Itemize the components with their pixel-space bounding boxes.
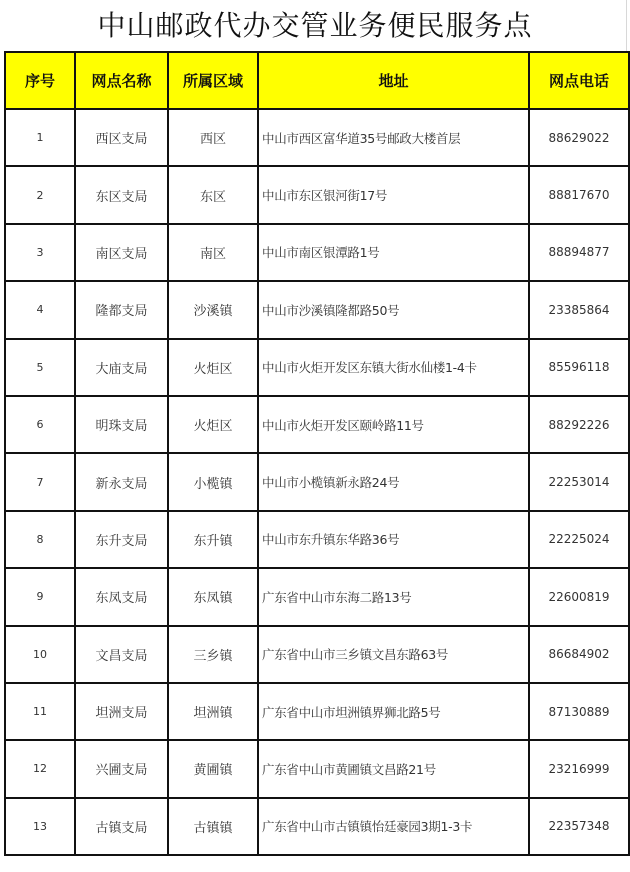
cell-no: 11	[5, 683, 75, 740]
cell-name: 坦洲支局	[75, 683, 168, 740]
cell-name: 东区支局	[75, 166, 168, 223]
cell-name: 南区支局	[75, 224, 168, 281]
header-phone: 网点电话	[529, 52, 629, 109]
cell-address: 广东省中山市坦洲镇界狮北路5号	[258, 683, 529, 740]
cell-area: 西区	[168, 109, 258, 166]
cell-name: 文昌支局	[75, 626, 168, 683]
cell-phone: 88629022	[529, 109, 629, 166]
cell-area: 古镇镇	[168, 798, 258, 855]
table-row	[5, 511, 629, 568]
cell-area: 东凤镇	[168, 568, 258, 625]
cell-phone: 85596118	[529, 339, 629, 396]
cell-no: 9	[5, 568, 75, 625]
cell-no: 7	[5, 453, 75, 510]
cell-no: 2	[5, 166, 75, 223]
table-row	[5, 339, 629, 396]
cell-address: 中山市东升镇东华路36号	[258, 511, 529, 568]
service-points-table	[4, 51, 630, 856]
cell-area: 三乡镇	[168, 626, 258, 683]
cell-phone: 22600819	[529, 568, 629, 625]
table-row	[5, 166, 629, 223]
cell-address: 中山市西区富华道35号邮政大楼首层	[258, 109, 529, 166]
cell-name: 兴圃支局	[75, 740, 168, 797]
cell-name: 东升支局	[75, 511, 168, 568]
cell-address: 中山市东区银河街17号	[258, 166, 529, 223]
table-row	[5, 740, 629, 797]
table-row	[5, 281, 629, 338]
cell-phone: 86684902	[529, 626, 629, 683]
table-row	[5, 626, 629, 683]
cell-no: 13	[5, 798, 75, 855]
cell-no: 1	[5, 109, 75, 166]
cell-phone: 88894877	[529, 224, 629, 281]
cell-area: 坦洲镇	[168, 683, 258, 740]
cell-address: 中山市沙溪镇隆都路50号	[258, 281, 529, 338]
table-row	[5, 683, 629, 740]
cell-area: 东升镇	[168, 511, 258, 568]
cell-address: 广东省中山市古镇镇怡廷豪园3期1-3卡	[258, 798, 529, 855]
table-row	[5, 109, 629, 166]
cell-area: 火炬区	[168, 396, 258, 453]
cell-no: 12	[5, 740, 75, 797]
cell-phone: 88817670	[529, 166, 629, 223]
cell-area: 火炬区	[168, 339, 258, 396]
cell-phone: 87130889	[529, 683, 629, 740]
header-address: 地址	[258, 52, 529, 109]
header-area: 所属区域	[168, 52, 258, 109]
cell-name: 东凤支局	[75, 568, 168, 625]
cell-no: 5	[5, 339, 75, 396]
cell-area: 黄圃镇	[168, 740, 258, 797]
table-row	[5, 798, 629, 855]
header-no: 序号	[5, 52, 75, 109]
cell-area: 南区	[168, 224, 258, 281]
cell-name: 明珠支局	[75, 396, 168, 453]
cell-area: 小榄镇	[168, 453, 258, 510]
cell-address: 中山市火炬开发区颐岭路11号	[258, 396, 529, 453]
cell-name: 西区支局	[75, 109, 168, 166]
cell-phone: 88292226	[529, 396, 629, 453]
cell-address: 广东省中山市东海二路13号	[258, 568, 529, 625]
cell-phone: 22225024	[529, 511, 629, 568]
cell-address: 广东省中山市三乡镇文昌东路63号	[258, 626, 529, 683]
cell-phone: 23385864	[529, 281, 629, 338]
cell-name: 隆都支局	[75, 281, 168, 338]
cell-no: 10	[5, 626, 75, 683]
cell-area: 沙溪镇	[168, 281, 258, 338]
cell-address: 中山市南区银潭路1号	[258, 224, 529, 281]
cell-address: 中山市火炬开发区东镇大街水仙楼1-4卡	[258, 339, 529, 396]
table-row	[5, 568, 629, 625]
cell-name: 古镇支局	[75, 798, 168, 855]
cell-area: 东区	[168, 166, 258, 223]
cell-no: 8	[5, 511, 75, 568]
cell-address: 中山市小榄镇新永路24号	[258, 453, 529, 510]
header-name: 网点名称	[75, 52, 168, 109]
table-row	[5, 396, 629, 453]
table-row	[5, 224, 629, 281]
page-title: 中山邮政代办交管业务便民服务点	[97, 9, 533, 42]
cell-address: 广东省中山市黄圃镇文昌路21号	[258, 740, 529, 797]
table-row	[5, 453, 629, 510]
cell-no: 6	[5, 396, 75, 453]
cell-phone: 23216999	[529, 740, 629, 797]
cell-name: 新永支局	[75, 453, 168, 510]
cell-phone: 22357348	[529, 798, 629, 855]
cell-name: 大庙支局	[75, 339, 168, 396]
cell-phone: 22253014	[529, 453, 629, 510]
cell-no: 3	[5, 224, 75, 281]
cell-no: 4	[5, 281, 75, 338]
table-header-row	[5, 52, 629, 109]
